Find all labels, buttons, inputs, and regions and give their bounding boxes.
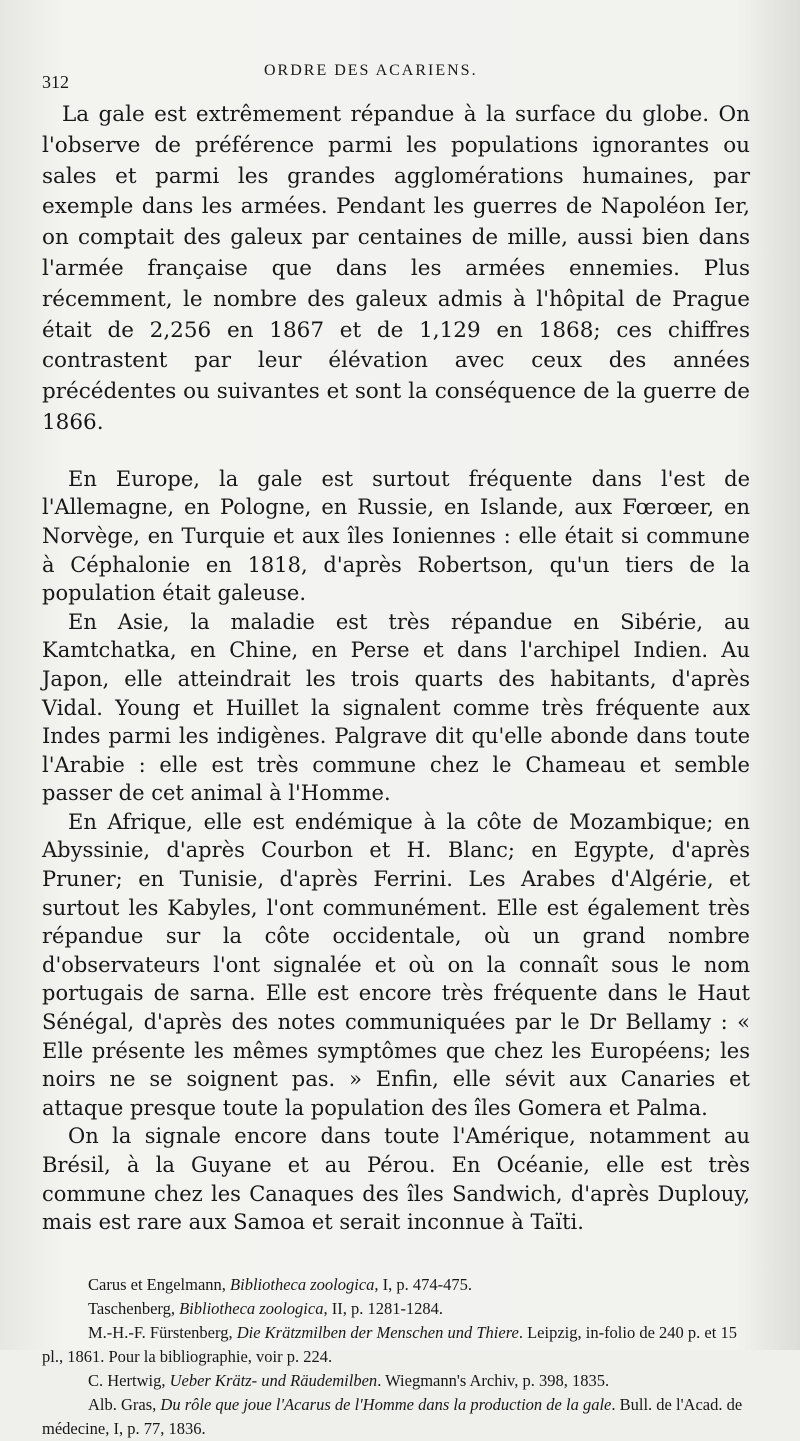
reference-item (42, 1297, 750, 1321)
intro-section (42, 100, 750, 439)
paragraph-asia: En Asie, la maladie est très répandue en Sibérie, au Kamtchatka, en Chine, en Perse et dans l'archipel Indien. Au Japon, elle atteindrait les trois quarts des habitants, d'après Vidal. Young et Huillet la signalent comme très fréquente aux Indes parmi les indigènes. Palgrave dit qu'elle abonde dans toute l'Arabie : elle est très commune chez le Chameau et semble passer de cet animal à l'Homme. (42, 609, 750, 806)
paragraph-intro: La gale est extrêmement répandue à la surface du globe. On l'observe de préférence parmi les populations ignorantes ou sales et parmi les grandes agglomérations humaines, par exemple dans les armées. Pendant les guerres de Napoléon Ier, on comptait des galeux par centaines de mille, aussi bien dans l'armée française que dans les armées ennemies. Plus récemment, le nombre des galeux admis à l'hôpital de Prague était de 2,256 en 1867 et de 1,129 en 1868; ces chiffres contrastent par leur élévation avec ceux des années précédentes ou suivantes et sont la conséquence de la guerre de 1866. (42, 102, 750, 435)
reference-item (42, 1393, 750, 1441)
reference-details: , I, p. 474-475. (374, 1274, 473, 1294)
reference-author: C. Hertwig, (88, 1370, 170, 1390)
reference-author: Alb. Gras, (88, 1394, 161, 1414)
running-title: ORDRE DES ACARIENS. (264, 62, 478, 79)
reference-item (42, 1273, 750, 1297)
reference-title: Du rôle que joue l'Acarus de l'Homme dans la production de la gale (160, 1394, 612, 1414)
paragraph-america-oceania: On la signale encore dans toute l'Amérique, notamment au Brésil, à la Guyane et au Pérou. En Océanie, elle est très commune chez les Canaques des îles Sandwich, d'après Duplouy, mais est rare aux Samoa et serait inconnue à Taïti. (42, 1124, 750, 1235)
reference-details: . Bull. de l'Acad. de médecine, I, p. 77, 1836. (42, 1394, 743, 1438)
reference-author: Carus et Engelmann, (88, 1274, 231, 1294)
reference-item (42, 1369, 750, 1393)
reference-details: . Leipzig, in-folio de 240 p. et 15 pl., 1861. Pour la bibliographie, voir p. 224. (42, 1322, 737, 1366)
reference-title: Die Krätzmilben der Menschen und Thiere (236, 1322, 519, 1342)
reference-details: . Wiegmann's Archiv, p. 398, 1835. (377, 1370, 610, 1390)
paragraph-africa: En Afrique, elle est endémique à la côte de Mozambique; en Abyssinie, d'après Courbon et H. Blanc; en Egypte, d'après Pruner; en Tunisie, d'après Ferrini. Les Arabes d'Algérie, et surtout les Kabyles, l'ont communément. Elle est également très répandue sur la côte occidentale, où un grand nombre d'observateurs l'ont signalée et où on la connaît sous le nom portugais de sarna. Elle est encore très fréquente dans le Haut Sénégal, d'après des notes communiquées par le Dr Bellamy : « Elle présente les mêmes symptômes que chez les Européens; les noirs ne se soignent pas. » Enfin, elle sévit aux Canaries et attaque presque toute la population des îles Gomera et Palma. (42, 809, 750, 1120)
page-number: 312 (42, 72, 69, 92)
reference-author: M.-H.-F. Fürstenberg, (88, 1322, 237, 1342)
running-head (42, 58, 750, 98)
geography-section (42, 465, 750, 1237)
reference-title: Bibliotheca zoologica (179, 1298, 324, 1318)
reference-details: , II, p. 1281-1284. (323, 1298, 444, 1318)
reference-title: Ueber Krätz- und Räudemilben (169, 1370, 378, 1390)
paragraph-europe: En Europe, la gale est surtout fréquente dans l'est de l'Allemagne, en Pologne, en Russie, en Islande, aux Fœrœer, en Norvège, en Turquie et aux îles Ioniennes : elle était si commune à Céphalonie en 1818, d'après Robertson, qu'un tiers de la population était galeuse. (42, 466, 750, 606)
bibliography (42, 1273, 750, 1441)
reference-item (42, 1321, 750, 1369)
reference-title: Bibliotheca zoologica (230, 1274, 375, 1294)
reference-author: Taschenberg, (88, 1298, 180, 1318)
section-gap (42, 439, 750, 465)
